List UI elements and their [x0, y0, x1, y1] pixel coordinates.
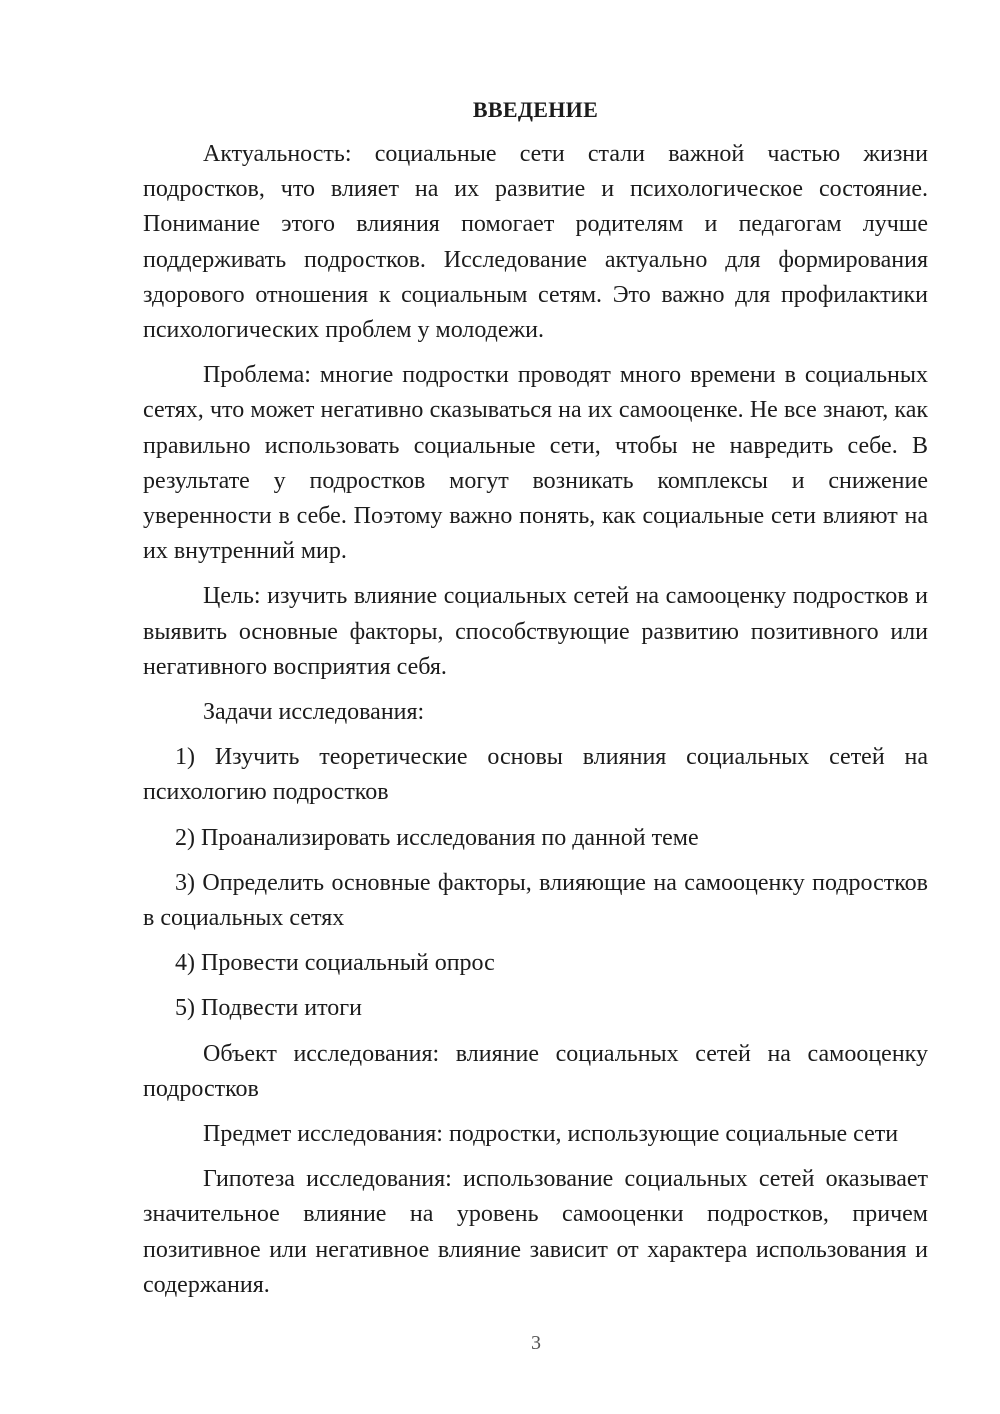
- task-item: 2) Проанализировать исследования по данной теме: [175, 824, 699, 851]
- task-item: 1) Изучить теоретические основы влияния социальных сетей на психологию подростков: [143, 744, 928, 806]
- subject-paragraph: Предмет исследования: подростки, использующие социальные сети: [203, 1121, 899, 1148]
- hypothesis-paragraph: Гипотеза исследования: использование социальных сетей оказывает значительное влияние на уровень самооценки подростков, причем позитивное или негативное влияние зависит от характера использования и содержания.: [143, 1166, 928, 1298]
- tasks-title: Задачи исследования:: [203, 699, 425, 726]
- page-number: 3: [531, 1332, 541, 1354]
- task-item: 3) Определить основные факторы, влияющие на самооценку подростков в социальных сетях: [143, 869, 928, 932]
- relevance-paragraph: Актуальность: социальные сети стали важной частью жизни подростков, что влияет на их развитие и психологическое состояние. Понимание этого влияния помогает родителям и педагогам лучше поддерживать подростков. Исследование актуально для формирования здорового отношения к социальным сетям. Это важно для профилактики психологических проблем у молодежи.: [143, 141, 928, 344]
- problem-paragraph: Проблема: многие подростки проводят много времени в социальных сетях, что может негативно сказываться на их самооценке. Не все знают, как правильно использовать социальные сети, чтобы не навредить себе. В результате у подростков могут возникать комплексы и снижение уверенности в себе. Поэтому важно понять, как социальные сети влияют на их внутренний мир.: [143, 362, 928, 565]
- section-heading: ВВЕДЕНИЕ: [472, 97, 599, 122]
- task-item: 5) Подвести итоги: [175, 995, 362, 1022]
- goal-paragraph: Цель: изучить влияние социальных сетей на самооценку подростков и выявить основные факторы, способствующие развитию позитивного или негативного восприятия себя.: [143, 583, 928, 680]
- page-content: [143, 92, 928, 1313]
- tasks-list: [143, 740, 928, 1026]
- task-item: 4) Провести социальный опрос: [175, 950, 495, 977]
- object-paragraph: Объект исследования: влияние социальных сетей на самооценку подростков: [143, 1040, 928, 1102]
